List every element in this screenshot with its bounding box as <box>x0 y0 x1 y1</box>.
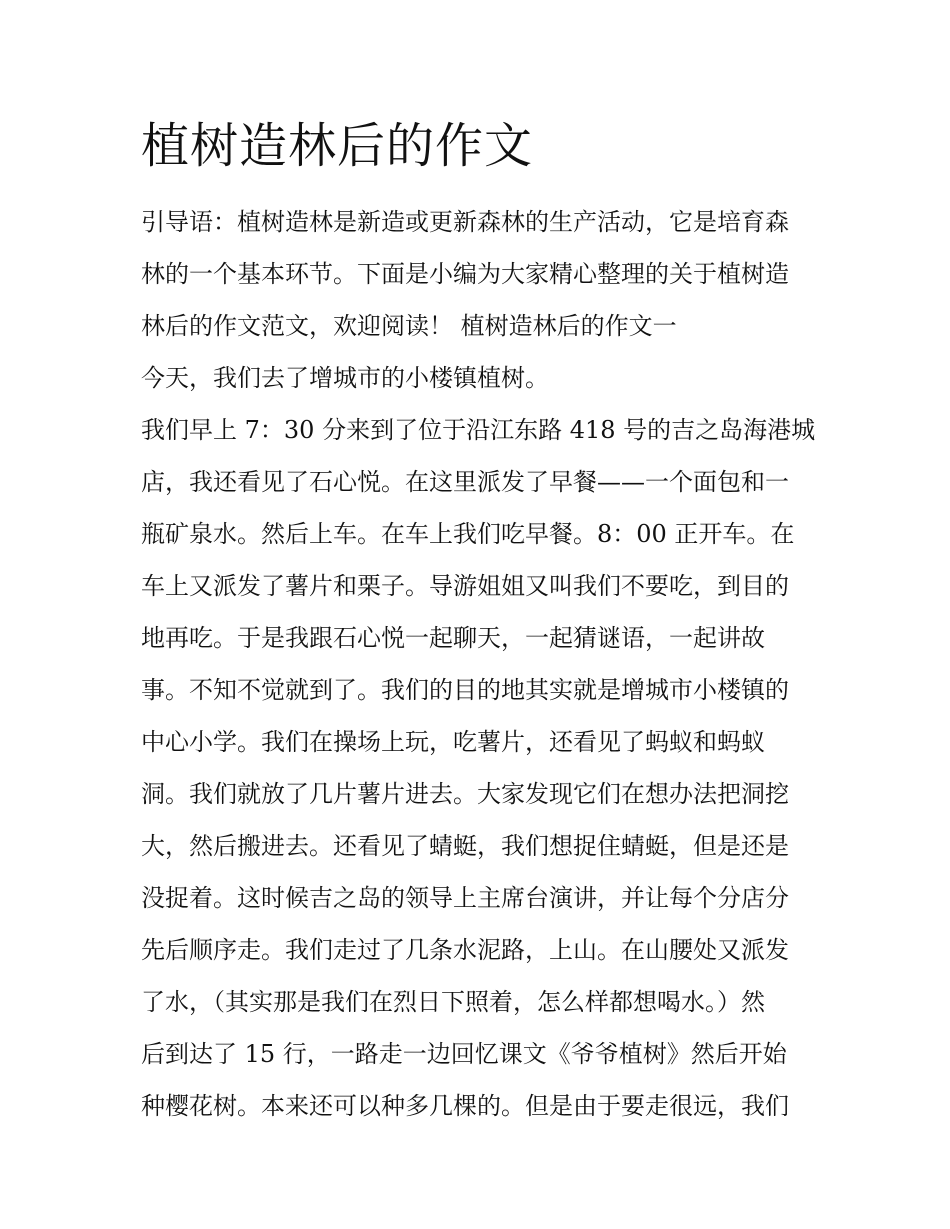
text-line: 引导语：植树造林是新造或更新森林的生产活动，它是培育森 <box>141 208 789 236</box>
text-line: 了水，（其实那是我们在烈日下照着，怎么样都想喝水。）然 <box>141 988 765 1016</box>
text-line: 后到达了 15 行，一路走一边回忆课文《爷爷植树》然后开始 <box>141 1040 787 1068</box>
text-line: 没捉着。这时候吉之岛的领导上主席台演讲，并让每个分店分 <box>141 884 789 912</box>
text-line: 店，我还看见了石心悦。在这里派发了早餐——一个面包和一 <box>141 468 789 496</box>
text-line: 大，然后搬进去。还看见了蜻蜓，我们想捉住蜻蜓，但是还是 <box>141 832 789 860</box>
text-line: 车上又派发了薯片和栗子。导游姐姐又叫我们不要吃，到目的 <box>141 572 789 600</box>
text-line: 事。不知不觉就到了。我们的目的地其实就是增城市小楼镇的 <box>141 676 789 704</box>
text-line: 地再吃。于是我跟石心悦一起聊天，一起猜谜语，一起讲故 <box>141 624 765 652</box>
text-line: 今天，我们去了增城市的小楼镇植树。 <box>141 364 549 392</box>
text-line: 种樱花树。本来还可以种多几棵的。但是由于要走很远，我们 <box>141 1092 789 1120</box>
text-line: 林的一个基本环节。下面是小编为大家精心整理的关于植树造 <box>141 260 789 288</box>
text-line: 中心小学。我们在操场上玩，吃薯片，还看见了蚂蚁和蚂蚁 <box>141 728 765 756</box>
text-line: 林后的作文范文，欢迎阅读！ 植树造林后的作文一 <box>141 312 677 340</box>
text-line: 先后顺序走。我们走过了几条水泥路，上山。在山腰处又派发 <box>141 936 789 964</box>
text-line: 瓶矿泉水。然后上车。在车上我们吃早餐。8：00 正开车。在 <box>141 520 795 548</box>
document-body <box>141 196 821 1132</box>
document-title: 植树造林后的作文 <box>141 118 534 174</box>
text-line: 我们早上 7：30 分来到了位于沿江东路 418 号的吉之岛海港城 <box>141 416 816 444</box>
text-line: 洞。我们就放了几片薯片进去。大家发现它们在想办法把洞挖 <box>141 780 789 808</box>
